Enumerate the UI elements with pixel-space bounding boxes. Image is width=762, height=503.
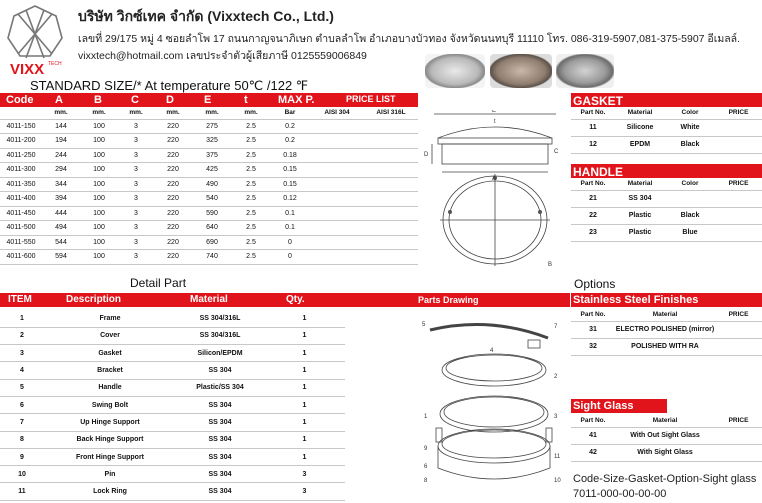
detail-row-cell: Up Hinge Support [44, 414, 176, 431]
spec-row-cell: 4011-250 [0, 148, 42, 163]
price-316l-cell [364, 177, 418, 192]
gasket-row-cell: EPDM [615, 136, 665, 153]
detail-row-cell: Front Hinge Support [44, 448, 176, 465]
spec-row-cell: 2.5 [232, 163, 270, 178]
spec-row [0, 119, 418, 134]
spec-row-cell: 0 [270, 235, 310, 250]
spec-row-cell: 144 [42, 119, 80, 134]
finish-row-price-cell [715, 338, 762, 355]
handle-row-cell: SS 304 [615, 190, 665, 207]
detail-col-material: Material [190, 294, 228, 305]
detail-row-cell: Cover [44, 327, 176, 344]
finish-row-cell: POLISHED WITH RA [615, 338, 715, 355]
spec-row-cell: 0.1 [270, 221, 310, 236]
detail-row-cell: Bracket [44, 362, 176, 379]
spec-row-cell: 0 [270, 250, 310, 265]
svg-text:C: C [554, 149, 559, 155]
spec-row-cell: 0.2 [270, 134, 310, 149]
spec-row-cell: 0.15 [270, 163, 310, 178]
spec-row-cell: 4011-500 [0, 221, 42, 236]
spec-row-cell: 100 [80, 206, 118, 221]
handle-row-cell: 23 [571, 224, 615, 241]
detail-row-cell: 10 [0, 466, 44, 483]
handle-row-cell: Plastic [615, 207, 665, 224]
spec-row-cell: 4011-200 [0, 134, 42, 149]
spec-row-cell: 220 [154, 206, 192, 221]
handle-row-cell [665, 190, 715, 207]
sight-glass-row-price-cell [715, 444, 762, 461]
price-304-cell [310, 177, 364, 192]
spec-col-c: C [131, 94, 139, 106]
detail-row-cell: 9 [0, 448, 44, 465]
detail-row [0, 396, 345, 413]
spec-row-cell: 2.5 [232, 235, 270, 250]
sight-glass-row-price-cell [715, 427, 762, 444]
svg-text:8: 8 [424, 478, 428, 484]
detail-col-drawing: Parts Drawing [418, 295, 479, 305]
handle-row [571, 207, 762, 224]
spec-col-price: PRICE LIST [346, 94, 396, 104]
spec-col-code: Code [6, 94, 34, 106]
handle-row-cell: Blue [665, 224, 715, 241]
price-304-cell [310, 192, 364, 207]
detail-row-cell: SS 304 [176, 431, 264, 448]
detail-row-cell: 8 [0, 431, 44, 448]
sight-glass-row [571, 444, 762, 461]
spec-row-cell: 375 [192, 148, 232, 163]
spec-row-cell: 100 [80, 163, 118, 178]
spec-row-cell: 640 [192, 221, 232, 236]
price-304-cell [310, 163, 364, 178]
gasket-table [571, 107, 762, 154]
exploded-parts-drawing [420, 318, 568, 498]
svg-text:VIXX: VIXX [10, 61, 45, 78]
spec-row-cell: 740 [192, 250, 232, 265]
detail-part-title: Detail Part [130, 276, 187, 290]
spec-row-cell: 594 [42, 250, 80, 265]
spec-row-cell: 590 [192, 206, 232, 221]
detail-row-cell: 7 [0, 414, 44, 431]
spec-row-cell: 394 [42, 192, 80, 207]
detail-row-cell: 1 [264, 310, 345, 327]
handle-title: HANDLE [571, 164, 762, 178]
price-304-cell [310, 221, 364, 236]
detail-row-cell: Pin [44, 466, 176, 483]
price-304-cell [310, 235, 364, 250]
gasket-header-row: Part No. Material Color PRICE [571, 107, 762, 119]
spec-table [0, 107, 418, 265]
handle-table [571, 178, 762, 242]
detail-row-cell: 1 [264, 345, 345, 362]
product-photo-3 [556, 54, 614, 88]
spec-row-cell: 194 [42, 134, 80, 149]
spec-row-cell: 220 [154, 148, 192, 163]
spec-row-cell: 2.5 [232, 148, 270, 163]
product-photo-1 [425, 54, 485, 88]
spec-row-cell: 2.5 [232, 177, 270, 192]
sight-glass-row-cell: With Sight Glass [615, 444, 715, 461]
spec-row-cell: 100 [80, 148, 118, 163]
spec-row-cell: 3 [118, 235, 154, 250]
handle-row [571, 190, 762, 207]
gasket-row-cell: 12 [571, 136, 615, 153]
finish-row [571, 338, 762, 355]
svg-text:TECH: TECH [48, 61, 62, 67]
spec-row-cell: 3 [118, 206, 154, 221]
spec-row-cell: 544 [42, 235, 80, 250]
handle-row-cell: Plastic [615, 224, 665, 241]
spec-row-cell: 3 [118, 134, 154, 149]
spec-header-row [0, 93, 418, 107]
svg-text:9: 9 [424, 446, 428, 452]
spec-row-cell: 494 [42, 221, 80, 236]
spec-row-cell: 220 [154, 134, 192, 149]
dimension-drawing [420, 110, 568, 268]
spec-row-cell: 3 [118, 148, 154, 163]
sight-glass-row-cell: With Out Sight Glass [615, 427, 715, 444]
svg-text:4: 4 [490, 348, 494, 354]
price-304-cell [310, 206, 364, 221]
spec-row-cell: 220 [154, 177, 192, 192]
code-format: Code-Size-Gasket-Option-Sight glass [573, 473, 757, 485]
sight-glass-row [571, 427, 762, 444]
handle-row-price-cell [715, 190, 762, 207]
spec-row-cell: 2.5 [232, 250, 270, 265]
standard-size-label: STANDARD SIZE/* At temperature 50℃ /122 ℉ [30, 78, 309, 93]
spec-row [0, 163, 418, 178]
detail-row-cell: 1 [0, 310, 44, 327]
spec-row-cell: 344 [42, 177, 80, 192]
price-304-cell [310, 119, 364, 134]
spec-row-cell: 0.15 [270, 177, 310, 192]
gasket-title: GASKET [571, 93, 762, 107]
sight-glass-row-cell: 42 [571, 444, 615, 461]
detail-row [0, 414, 345, 431]
svg-text:D: D [424, 152, 429, 158]
spec-row-cell: 425 [192, 163, 232, 178]
spec-row-cell: 3 [118, 192, 154, 207]
spec-row-cell: 3 [118, 250, 154, 265]
spec-row-cell: 100 [80, 250, 118, 265]
product-photo-2 [490, 54, 552, 88]
detail-row-cell: SS 304 [176, 466, 264, 483]
spec-row [0, 177, 418, 192]
svg-text:E: E [492, 110, 497, 114]
detail-row-cell: 1 [264, 362, 345, 379]
handle-row-cell: 22 [571, 207, 615, 224]
detail-row-cell: 1 [264, 327, 345, 344]
spec-units-row: mm. mm. mm. mm. mm. mm. Bar AISI 304 AISI 316L [0, 107, 418, 119]
detail-row-cell: SS 304 [176, 448, 264, 465]
svg-text:7: 7 [554, 324, 558, 330]
spec-row-cell: 4011-150 [0, 119, 42, 134]
detail-row-cell: SS 304 [176, 483, 264, 500]
company-logo [4, 4, 66, 80]
spec-row-cell: 4011-450 [0, 206, 42, 221]
spec-row-cell: 100 [80, 134, 118, 149]
detail-row [0, 379, 345, 396]
svg-text:1: 1 [424, 414, 428, 420]
detail-row-cell: Back Hinge Support [44, 431, 176, 448]
svg-text:t: t [494, 119, 496, 125]
spec-row-cell: 220 [154, 163, 192, 178]
detail-row-cell: Gasket [44, 345, 176, 362]
detail-row-cell: 5 [0, 379, 44, 396]
gasket-row-cell: Black [665, 136, 715, 153]
finish-row-cell: 32 [571, 338, 615, 355]
company-contact: vixxtech@hotmail.com เลขประจำตัวผู้เสียภาษี 0125559006849 [78, 50, 367, 62]
finishes-header-row: Part No. Material PRICE [571, 309, 762, 321]
detail-row [0, 362, 345, 379]
detail-row-cell: Handle [44, 379, 176, 396]
svg-text:6: 6 [424, 464, 428, 470]
price-304-cell [310, 134, 364, 149]
detail-row-cell: SS 304/316L [176, 310, 264, 327]
spec-row-cell: 2.5 [232, 221, 270, 236]
spec-row-cell: 294 [42, 163, 80, 178]
spec-row-cell: 4011-300 [0, 163, 42, 178]
detail-row-cell: Lock Ring [44, 483, 176, 500]
gasket-row [571, 136, 762, 153]
handle-row-cell: Black [665, 207, 715, 224]
detail-row [0, 310, 345, 327]
spec-row-cell: 220 [154, 192, 192, 207]
spec-row-cell: 220 [154, 221, 192, 236]
handle-header-row: Part No. Material Color PRICE [571, 178, 762, 190]
svg-text:11: 11 [554, 454, 561, 460]
sight-glass-header-row: Part No. Material PRICE [571, 415, 762, 427]
spec-row [0, 148, 418, 163]
spec-row [0, 206, 418, 221]
detail-row [0, 345, 345, 362]
detail-header-row [0, 293, 570, 307]
spec-col-maxp: MAX P. [278, 94, 315, 106]
finishes-table [571, 309, 762, 356]
spec-row-cell: 220 [154, 250, 192, 265]
detail-row-cell: SS 304 [176, 396, 264, 413]
detail-part-table [0, 310, 345, 501]
spec-row-cell: 244 [42, 148, 80, 163]
detail-row [0, 466, 345, 483]
company-address: เลขที่ 29/175 หมู่ 4 ซอยลำโพ 17 ถนนกาญจนาภิเษก ตำบลลำโพ อำเภอบางบัวทอง จังหวัดนนทบุรี 11110 โทร. 086-319-5907,081-375-5907 อีเมลล์. [78, 33, 741, 45]
handle-row-price-cell [715, 207, 762, 224]
price-316l-cell [364, 221, 418, 236]
spec-row-cell: 3 [118, 177, 154, 192]
detail-row-cell: 1 [264, 414, 345, 431]
detail-row-cell: Plastic/SS 304 [176, 379, 264, 396]
detail-row-cell: 3 [264, 466, 345, 483]
price-316l-cell [364, 206, 418, 221]
spec-row-cell: 100 [80, 235, 118, 250]
gasket-row-cell: 11 [571, 119, 615, 136]
detail-row [0, 483, 345, 500]
gasket-row [571, 119, 762, 136]
price-304-cell [310, 148, 364, 163]
spec-row-cell: 0.18 [270, 148, 310, 163]
options-title: Options [574, 277, 616, 291]
detail-row-cell: 1 [264, 379, 345, 396]
detail-row-cell: SS 304/316L [176, 327, 264, 344]
svg-text:B: B [548, 262, 553, 268]
spec-row-cell: 0.12 [270, 192, 310, 207]
detail-row-cell: 4 [0, 362, 44, 379]
svg-text:5: 5 [422, 322, 426, 328]
sight-glass-table [571, 415, 762, 462]
spec-col-t: t [244, 94, 248, 106]
detail-row-cell: 1 [264, 431, 345, 448]
spec-col-d: D [166, 94, 174, 106]
detail-row [0, 327, 345, 344]
detail-row [0, 431, 345, 448]
spec-row [0, 235, 418, 250]
spec-row-cell: 4011-600 [0, 250, 42, 265]
sight-glass-title: Sight Glass [571, 399, 667, 413]
sight-glass-row-cell: 41 [571, 427, 615, 444]
finish-row-price-cell [715, 321, 762, 338]
price-316l-cell [364, 192, 418, 207]
detail-row-cell: 6 [0, 396, 44, 413]
price-316l-cell [364, 148, 418, 163]
spec-col-e: E [204, 94, 212, 106]
spec-row [0, 250, 418, 265]
spec-row-cell: 100 [80, 192, 118, 207]
svg-text:A: A [492, 176, 497, 182]
spec-row-cell: 0.2 [270, 119, 310, 134]
detail-col-item: ITEM [8, 294, 32, 305]
gasket-row-cell: White [665, 119, 715, 136]
finishes-title: Stainless Steel Finishes [571, 293, 762, 307]
spec-row-cell: 4011-550 [0, 235, 42, 250]
detail-row-cell: 3 [0, 345, 44, 362]
spec-row [0, 192, 418, 207]
gasket-row-price-cell [715, 136, 762, 153]
spec-row [0, 134, 418, 149]
price-304-cell [310, 250, 364, 265]
spec-row-cell: 100 [80, 119, 118, 134]
price-316l-cell [364, 134, 418, 149]
spec-row-cell: 100 [80, 177, 118, 192]
spec-row-cell: 444 [42, 206, 80, 221]
spec-row-cell: 690 [192, 235, 232, 250]
detail-row-cell: 3 [264, 483, 345, 500]
finish-row [571, 321, 762, 338]
detail-row-cell: 11 [0, 483, 44, 500]
spec-row-cell: 0.1 [270, 206, 310, 221]
detail-col-qty: Qty. [286, 294, 305, 305]
price-316l-cell [364, 235, 418, 250]
spec-col-a: A [55, 94, 63, 106]
spec-row-cell: 2.5 [232, 192, 270, 207]
handle-row-cell: 21 [571, 190, 615, 207]
spec-row-cell: 4011-400 [0, 192, 42, 207]
spec-row-cell: 220 [154, 119, 192, 134]
detail-row-cell: 1 [264, 396, 345, 413]
spec-row-cell: 490 [192, 177, 232, 192]
price-316l-cell [364, 250, 418, 265]
detail-col-description: Description [66, 294, 122, 305]
detail-row-cell: SS 304 [176, 414, 264, 431]
price-316l-cell [364, 163, 418, 178]
spec-row-cell: 4011-350 [0, 177, 42, 192]
spec-row-cell: 325 [192, 134, 232, 149]
spec-row-cell: 2.5 [232, 119, 270, 134]
spec-row-cell: 2.5 [232, 206, 270, 221]
detail-row-cell: Frame [44, 310, 176, 327]
spec-row-cell: 3 [118, 221, 154, 236]
detail-row-cell: SS 304 [176, 362, 264, 379]
code-example: 7011-000-00-00-00 [573, 488, 667, 500]
company-name: บริษัท วิกซ์เทค จำกัด (Vixxtech Co., Ltd.) [78, 8, 334, 24]
detail-row-cell: Silicon/EPDM [176, 345, 264, 362]
detail-row-cell: 2 [0, 327, 44, 344]
spec-row [0, 221, 418, 236]
handle-row [571, 224, 762, 241]
gasket-row-price-cell [715, 119, 762, 136]
detail-row [0, 448, 345, 465]
finish-row-cell: ELECTRO POLISHED (mirror) [615, 321, 715, 338]
spec-col-b: B [94, 94, 102, 106]
price-316l-cell [364, 119, 418, 134]
gasket-row-cell: Silicone [615, 119, 665, 136]
spec-row-cell: 540 [192, 192, 232, 207]
spec-row-cell: 275 [192, 119, 232, 134]
detail-row-cell: Swing Bolt [44, 396, 176, 413]
spec-row-cell: 220 [154, 235, 192, 250]
spec-row-cell: 100 [80, 221, 118, 236]
spec-row-cell: 3 [118, 119, 154, 134]
finish-row-cell: 31 [571, 321, 615, 338]
svg-text:10: 10 [554, 478, 561, 484]
spec-row-cell: 3 [118, 163, 154, 178]
spec-row-cell: 2.5 [232, 134, 270, 149]
svg-text:3: 3 [554, 414, 558, 420]
svg-text:2: 2 [554, 374, 558, 380]
handle-row-price-cell [715, 224, 762, 241]
detail-row-cell: 1 [264, 448, 345, 465]
